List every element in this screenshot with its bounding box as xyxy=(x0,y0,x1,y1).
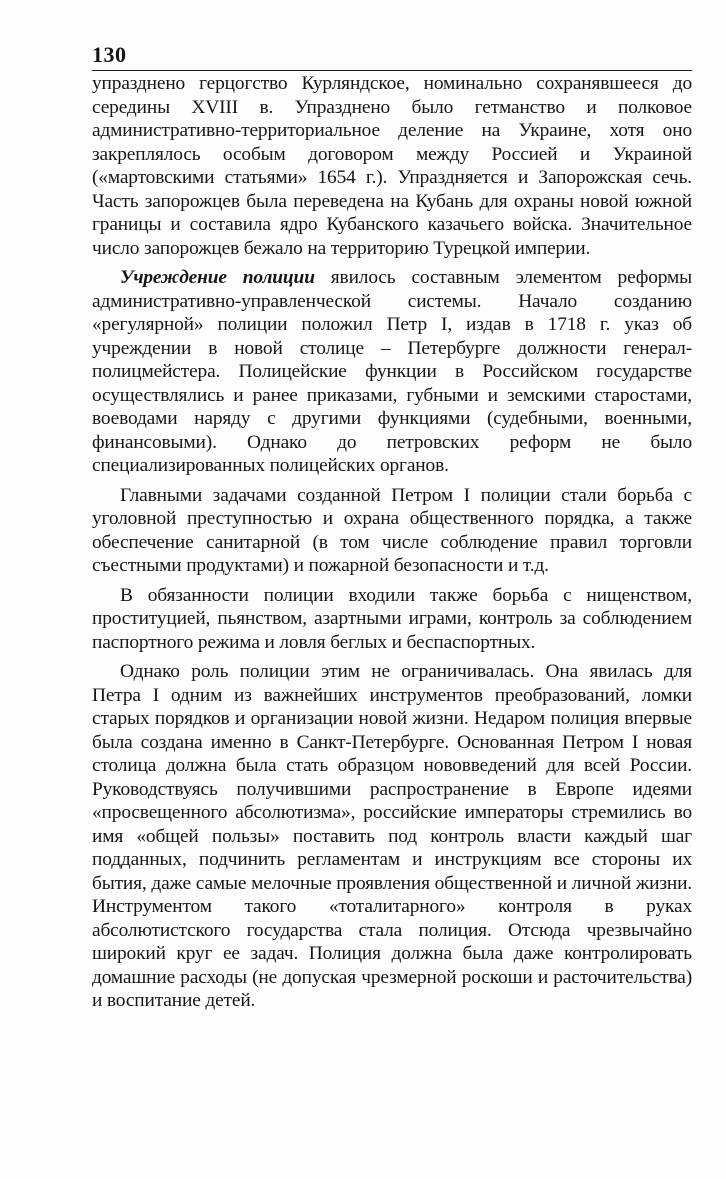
paragraph-4: В обязанности полиции входили также борьба с нищенством, проституцией, пьянством, азартными играми, контроль за соблюдением паспортного режима и ловля беглых и беспаспортных. xyxy=(92,584,692,653)
paragraph-3: Главными задачами созданной Петром I полиции стали борьба с уголовной преступностью и охрана общественного порядка, а также обеспечение санитарной (в том числе соблюдение правил торговли съестными продуктами) и пожарной безопасности и т.д. xyxy=(92,484,692,576)
page-number: 130 xyxy=(92,42,127,67)
body-text xyxy=(92,72,692,1019)
paragraph-2-text: явилось составным элементом реформы административно-управленческой системы. Начало созданию «регулярной» полиции положил Петр I, издав в 1718 г. указ об учреждении в новой столице – Петербурге должности генерал-полицмейстера. Полицейские функции в Российском государстве осуществлялись и ранее приказами, губными и земскими старостами, воеводами наряду с другими функциями (судебными, военными, финансовыми). Однако до петровских реформ не было специализированных полицейских органов. xyxy=(92,267,692,476)
header-rule xyxy=(92,70,692,71)
paragraph-2 xyxy=(92,266,692,478)
term-police-establishment: Учреждение полиции xyxy=(120,267,315,288)
paragraph-1: упразднено герцогство Курляндское, номинально сохранявшееся до середины XVIII в. Упразднено было гетманство и полковое административно-территориальное деление на Украине, хотя оно закреплялось особым договором между Россией и Украиной («мартовскими статьями» 1654 г.). Упраздняется и Запорожская сечь. Часть запорожцев была переведена на Кубань для охраны новой южной границы и составила ядро Кубанского казачьего войска. Значительное число запорожцев бежало на территорию Турецкой империи. xyxy=(92,73,692,259)
paragraph-5: Однако роль полиции этим не ограничивалась. Она явилась для Петра I одним из важнейших инструментов преобразований, ломки старых порядков и организации новой жизни. Недаром полиция впервые была создана именно в Санкт-Петербурге. Основанная Петром I новая столица должна была стать образцом нововведений для всей России. Руководствуясь получившими распространение в Европе идеями «просвещенного абсолютизма», российские императоры стремились во имя «общей пользы» поставить под контроль власти каждый шаг подданных, подчинить регламентам и инструкциям все стороны их бытия, даже самые мелочные проявления общественной и личной жизни. Инструментом такого «тоталитарного» контроля в руках абсолютистского государства стала полиция. Отсюда чрезвычайно широкий круг ее задач. Полиция должна была даже контролировать домашние расходы (не допуская чрезмерной роскоши и расточительства) и воспитание детей. xyxy=(92,661,692,1011)
